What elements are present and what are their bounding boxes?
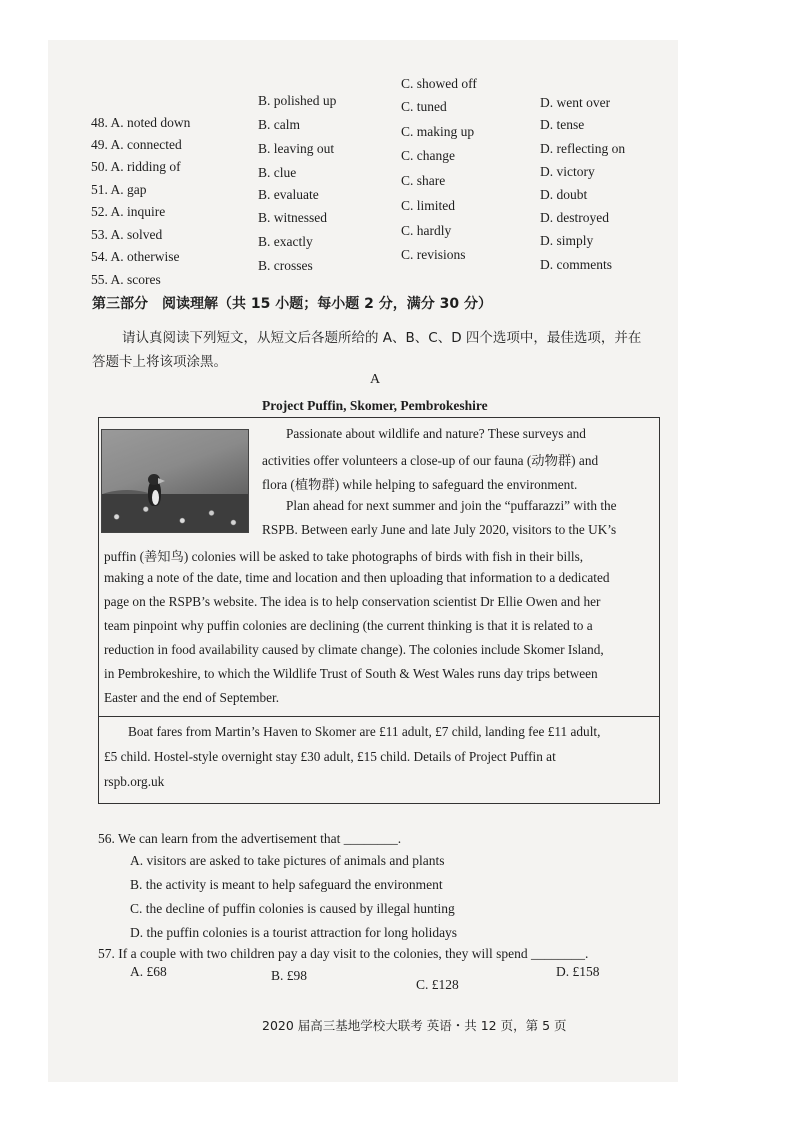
option-54d: D. simply	[540, 233, 594, 248]
passage-line: RSPB. Between early June and late July 2020, visitors to the UK’s	[262, 522, 617, 537]
passage-line: activities offer volunteers a close-up of our fauna (动物群) and	[262, 453, 599, 468]
option-49c: C. tuned	[401, 99, 447, 114]
answer-option: C. the decline of puffin colonies is caused by illegal hunting	[130, 901, 455, 916]
option-53c: C. limited	[401, 198, 455, 213]
option-50b: B. leaving out	[258, 141, 335, 156]
option-52c: C. share	[401, 173, 446, 188]
option-50c: C. making up	[401, 124, 475, 139]
option-53b: B. witnessed	[258, 210, 327, 225]
answer-option: B. the activity is meant to help safeguard the environment	[130, 877, 443, 892]
passage-title: Project Puffin, Skomer, Pembrokeshire	[262, 398, 488, 413]
question-stem: 57. If a couple with two children pay a day visit to the colonies, they will spend ________.	[98, 946, 589, 961]
option-55c: C. revisions	[401, 247, 466, 262]
puffin-photo	[101, 429, 249, 533]
option-53d: D. destroyed	[540, 210, 609, 225]
answer-option: D. the puffin colonies is a tourist attraction for long holidays	[130, 925, 458, 940]
passage-line: flora (植物群) while helping to safeguard the environment.	[262, 477, 578, 492]
option-52b: B. evaluate	[258, 187, 319, 202]
option-49b: B. calm	[258, 117, 300, 132]
option-49d: D. tense	[540, 117, 585, 132]
passage-line: Easter and the end of September.	[104, 690, 280, 705]
fare-line: £5 child. Hostel-style overnight stay £30 adult, £15 child. Details of Project Puffin at	[104, 749, 556, 764]
section-instruction-line-1: 请认真阅读下列短文，从短文后各题所给的 A、B、C、D 四个选项中，最佳选项，并在	[122, 330, 642, 346]
answer-option: A. £68	[130, 964, 167, 979]
option-48c: C. showed off	[401, 76, 477, 91]
option-55b: B. crosses	[258, 258, 313, 273]
option-54b: B. exactly	[258, 234, 313, 249]
option-54c: C. hardly	[401, 223, 452, 238]
passage-line: Passionate about wildlife and nature? These surveys and	[286, 426, 586, 441]
question-stem: 56. We can learn from the advertisement that ________.	[98, 831, 402, 846]
passage-label: A	[370, 372, 381, 387]
option-50a: 50. A. ridding of	[91, 159, 181, 174]
option-55a: 55. A. scores	[91, 272, 161, 287]
answer-option: D. £158	[556, 964, 600, 979]
passage-line: reduction in food availability caused by climate change). The colonies include Skomer Island,	[104, 642, 604, 657]
fare-line: rspb.org.uk	[104, 774, 165, 789]
answer-option: C. £128	[416, 977, 459, 992]
passage-line: in Pembrokeshire, to which the Wildlife Trust of South & West Wales runs day trips between	[104, 666, 598, 681]
section-title: 第三部分 阅读理解（共 15 小题；每小题 2 分，满分 30 分）	[92, 296, 492, 312]
option-52a: 52. A. inquire	[91, 204, 166, 219]
passage-line: page on the RSPB’s website. The idea is to help conservation scientist Dr Ellie Owen and her	[104, 594, 601, 609]
option-55d: D. comments	[540, 257, 612, 272]
option-51c: C. change	[401, 148, 455, 163]
option-50d: D. reflecting on	[540, 141, 626, 156]
fare-line: Boat fares from Martin’s Haven to Skomer are £11 adult, £7 child, landing fee £11 adult,	[128, 724, 601, 739]
passage-line: team pinpoint why puffin colonies are declining (the current thinking is that it is related to a	[104, 618, 593, 633]
option-54a: 54. A. otherwise	[91, 249, 180, 264]
option-48b: B. polished up	[258, 93, 337, 108]
section-instruction-line-2: 答题卡上将该项涂黑。	[92, 354, 227, 370]
option-49a: 49. A. connected	[91, 137, 182, 152]
option-52d: D. doubt	[540, 187, 588, 202]
option-51a: 51. A. gap	[91, 182, 147, 197]
page-footer: 2020 届高三基地学校大联考 英语・共 12 页，第 5 页	[262, 1018, 567, 1033]
option-48a: 48. A. noted down	[91, 115, 191, 130]
passage-line: puffin (善知鸟) colonies will be asked to take photographs of birds with fish in their bills,	[104, 549, 584, 564]
answer-option: B. £98	[271, 968, 308, 983]
option-51d: D. victory	[540, 164, 595, 179]
option-51b: B. clue	[258, 165, 297, 180]
option-53a: 53. A. solved	[91, 227, 163, 242]
ad-divider	[99, 716, 659, 717]
passage-line: making a note of the date, time and location and then uploading that information to a dedicated	[104, 570, 610, 585]
option-48d: D. went over	[540, 95, 611, 110]
passage-line: Plan ahead for next summer and join the “puffarazzi” with the	[286, 498, 617, 513]
answer-option: A. visitors are asked to take pictures of animals and plants	[130, 853, 445, 868]
